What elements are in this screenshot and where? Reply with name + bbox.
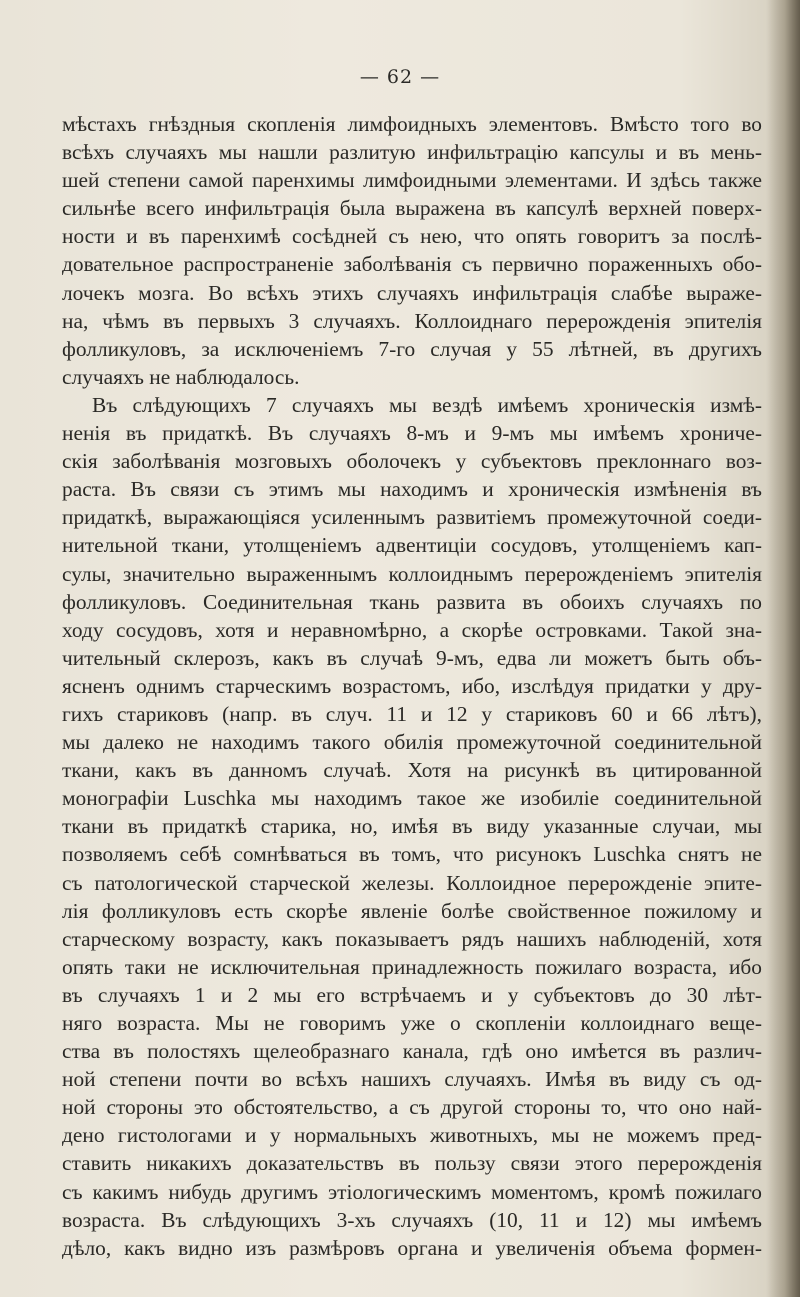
text-line: лочекъ мозга. Во всѣхъ этихъ случаяхъ инфильтрація слабѣе выраже- [62,280,762,305]
text-line: гихъ стариковъ (напр. въ случ. 11 и 12 у стариковъ 60 и 66 лѣтъ), [62,701,762,726]
text-line: случаяхъ не наблюдалось. [62,364,300,389]
text-line: съ патологической старческой железы. Коллоидное перерожденіе эпите- [62,870,762,895]
text-line: няго возраста. Мы не говоримъ уже о скопленіи коллоиднаго веще- [62,1011,762,1035]
text-line: нительной ткани, утолщеніемъ адвентиціи сосудовъ, утолщеніемъ кап- [62,533,762,558]
text-line: ной степени почти во всѣхъ нашихъ случаяхъ. Имѣя въ виду съ од- [62,1067,762,1092]
text-line: позволяемъ себѣ сомнѣваться въ томъ, что рисунокъ Luschka снятъ не [62,842,762,867]
text-line: опять таки не исключительная принадлежность пожилаго возраста, ибо [62,954,762,979]
text-line: старческому возрасту, какъ показываетъ рядъ нашихъ наблюденій, хотя [62,926,762,951]
text-line: лія фолликуловъ есть скорѣе явленіе болѣе свойственное пожилому и [62,898,762,923]
text-line: ходу сосудовъ, хотя и неравномѣрно, а скорѣе островками. Такой зна- [62,617,762,642]
text-line: дено гистологами и у нормальныхъ животныхъ, мы не можемъ пред- [62,1123,762,1148]
text-line: сулы, значительно выраженнымъ коллоиднымъ перерожденіемъ эпителія [62,561,762,586]
text-line: чительный склерозъ, какъ въ случаѣ 9-мъ, едва ли можетъ быть объ- [62,645,762,670]
text-line: всѣхъ случаяхъ мы нашли разлитую инфильтрацію капсулы и въ мень- [62,140,762,165]
text-line: сильнѣе всего инфильтрація была выражена въ капсулѣ верхней поверх- [62,196,762,221]
page-number: — 62 — [359,66,441,88]
text-line: на, чѣмъ въ первыхъ 3 случаяхъ. Коллоиднаго перерожденія эпителія [62,308,762,333]
text-line: ткани, какъ въ данномъ случаѣ. Хотя на рисункѣ въ цитированной [62,758,762,783]
text-line: монографіи Luschka мы находимъ такое же изобиліе соединительной [62,786,762,811]
text-line: ности и въ паренхимѣ сосѣдней съ нею, что опять говоритъ за послѣ- [62,224,762,249]
text-line: фолликуловъ. Соединительная ткань развита въ обоихъ случаяхъ по [62,589,762,614]
text-line: ясненъ однимъ старческимъ возрастомъ, ибо, изслѣдуя придатки у дру- [62,673,762,698]
text-line: въ случаяхъ 1 и 2 мы его встрѣчаемъ и у субъектовъ до 30 лѣт- [62,982,762,1007]
text-line: Въ слѣдующихъ 7 случаяхъ мы вездѣ имѣемъ хроническія измѣ- [92,392,762,417]
paragraph [62,391,762,1262]
text-line: мѣстахъ гнѣздныя скопленія лимфоидныхъ элементовъ. Вмѣсто того во [62,112,762,136]
text-line: скія заболѣванія мозговыхъ оболочекъ у субъектовъ преклоннаго воз- [62,449,762,474]
body-text [62,110,762,1262]
text-line: фолликуловъ, за исключеніемъ 7-го случая у 55 лѣтней, въ другихъ [62,336,762,361]
text-line: дѣло, какъ видно изъ размѣровъ органа и увеличенія объема формен- [62,1235,762,1260]
text-line: ставить никакихъ доказательствъ въ пользу связи этого перерожденія [62,1151,762,1176]
text-line: мы далеко не находимъ такого обилія промежуточной соединительной [62,730,762,755]
text-line: шей степени самой паренхимы лимфоидными элементами. И здѣсь также [62,168,762,193]
text-line: ненія въ придаткѣ. Въ случаяхъ 8-мъ и 9-мъ мы имѣемъ хрониче- [62,421,762,446]
text-line: довательное распространеніе заболѣванія съ первично пораженныхъ обо- [62,252,762,277]
text-line: ства въ полостяхъ щелеобразнаго канала, гдѣ оно имѣется въ различ- [62,1039,762,1064]
text-line: раста. Въ связи съ этимъ мы находимъ и хроническія измѣненія въ [62,477,762,502]
text-line: возраста. Въ слѣдующихъ 3-хъ случаяхъ (10, 11 и 12) мы имѣемъ [62,1207,762,1232]
text-line: придаткѣ, выражающіяся усиленнымъ развитіемъ промежуточной соеди- [62,505,762,530]
paragraph [62,110,762,391]
text-line: съ какимъ нибудь другимъ этіологическимъ моментомъ, кромѣ пожилаго [62,1179,762,1204]
page-edge-shadow [766,0,800,1297]
text-line: ткани въ придаткѣ старика, но, имѣя въ виду указанные случаи, мы [62,814,762,839]
text-line: ной стороны это обстоятельство, а съ другой стороны то, что оно най- [62,1095,762,1120]
